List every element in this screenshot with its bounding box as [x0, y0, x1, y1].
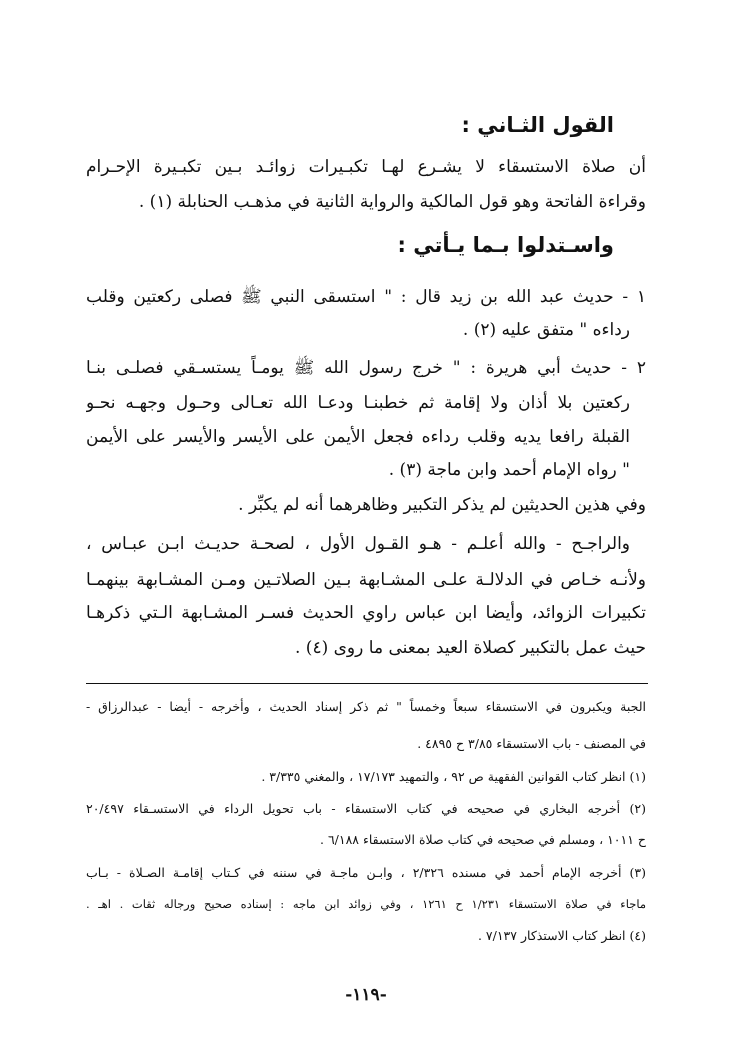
footnote-3: ماجاء في صلاة الاستسقاء ١/٢٣١ ح ١٢٦١ ، وفي زوائد ابن ماجه : إسناده صحيح ورجاله ثقات . اهـ .: [86, 897, 646, 911]
hadith-2-line: " رواه الإمام أحمد وابن ماجة (٣) .: [388, 460, 630, 480]
footnote-continuation: الجبة ويكبرون في الاستسقاء سبعاً وخمساً " ثم ذكر إسناد الحديث ، وأخرجه - أيضا - عبدالرزاق -: [86, 699, 646, 714]
footnote-1: (١) انظر كتاب القوانين الفقهية ص ٩٢ ، والتمهيد ١٧/١٧٣ ، والمغني ٣/٣٣٥ .: [261, 769, 646, 784]
body-line: ولأنـه خـاص في الدلالـة علـى المشـابهة بـين الصلاتـين ومـن المشـابهة بينهمـا: [86, 570, 646, 590]
hadith-2-line: ٢ - حديث أبي هريرة : " خرج رسول الله ﷺ يومـاً يستسـقي فصلـى بنـا: [86, 358, 646, 378]
footnote-4: (٤) انظر كتاب الاستذكار ٧/١٣٧ .: [477, 928, 646, 943]
section-heading-evidence: واسـتدلوا بـما يـأتي :: [397, 233, 614, 257]
footnote-3: (٣) أخرجه الإمام أحمد في مسنده ٢/٣٢٦ ، وابـن ماجـة في سننه في كـتاب إقامـة الصـلاة - بـاب: [86, 865, 646, 880]
hadith-2-line: القبلة رافعا يديه وقلب رداءه فجعل الأيمن على الأيسر والأيسر على الأيمن: [86, 427, 630, 447]
hadith-1-line: ١ - حديث عبد الله بن زيد قال : " استسقى النبي ﷺ فصلى ركعتين وقلب: [86, 287, 646, 307]
footnote-2: (٢) أخرجه البخاري في صحيحه في كتاب الاستسقاء - باب تحويل الرداء في الاستسـقاء ٢٠/٤٩٧: [86, 801, 646, 816]
body-line: وقراءة الفاتحة وهو قول المالكية والرواية الثانية في مذهـب الحنابلة (١) .: [138, 192, 646, 212]
hadith-2-line: ركعتين بلا أذان ولا إقامة ثم خطبنـا ودعـا الله تعـالى وحـول وجهـه نحـو: [86, 393, 630, 413]
footnote-continuation: في المصنف - باب الاستسقاء ٣/٨٥ ح ٤٨٩٥ .: [417, 736, 646, 751]
body-line: حيث عمل بالتكبير كصلاة العيد بمعنى ما روى (٤) .: [295, 638, 646, 658]
body-line: تكبيرات الزوائد، وأيضا ابن عباس راوي الحديث فسـر المشـابهة الـتي ذكرهـا: [86, 603, 646, 623]
body-line: أن صلاة الاستسقاء لا يشـرع لهـا تكبـيرات زوائـد بـين تكبـيرة الإحـرام: [86, 157, 646, 177]
body-line: والراجـح - والله أعلـم - هـو القـول الأول ، لصحـة حديـث ابـن عبـاس ،: [86, 534, 630, 554]
hadith-1-line: رداءه " متفق عليه (٢) .: [462, 320, 630, 340]
footnote-2: ح ١٠١١ ، ومسلم في صحيحه في كتاب صلاة الاستسقاء ٦/١٨٨ .: [319, 832, 646, 847]
page-number: -١١٩-: [345, 985, 387, 1005]
body-line: وفي هذين الحديثين لم يذكر التكبير وظاهرهما أنه لم يكبِّر .: [238, 495, 646, 515]
footnote-separator: [86, 683, 648, 684]
section-heading-second-opinion: القول الثـاني :: [461, 113, 614, 137]
